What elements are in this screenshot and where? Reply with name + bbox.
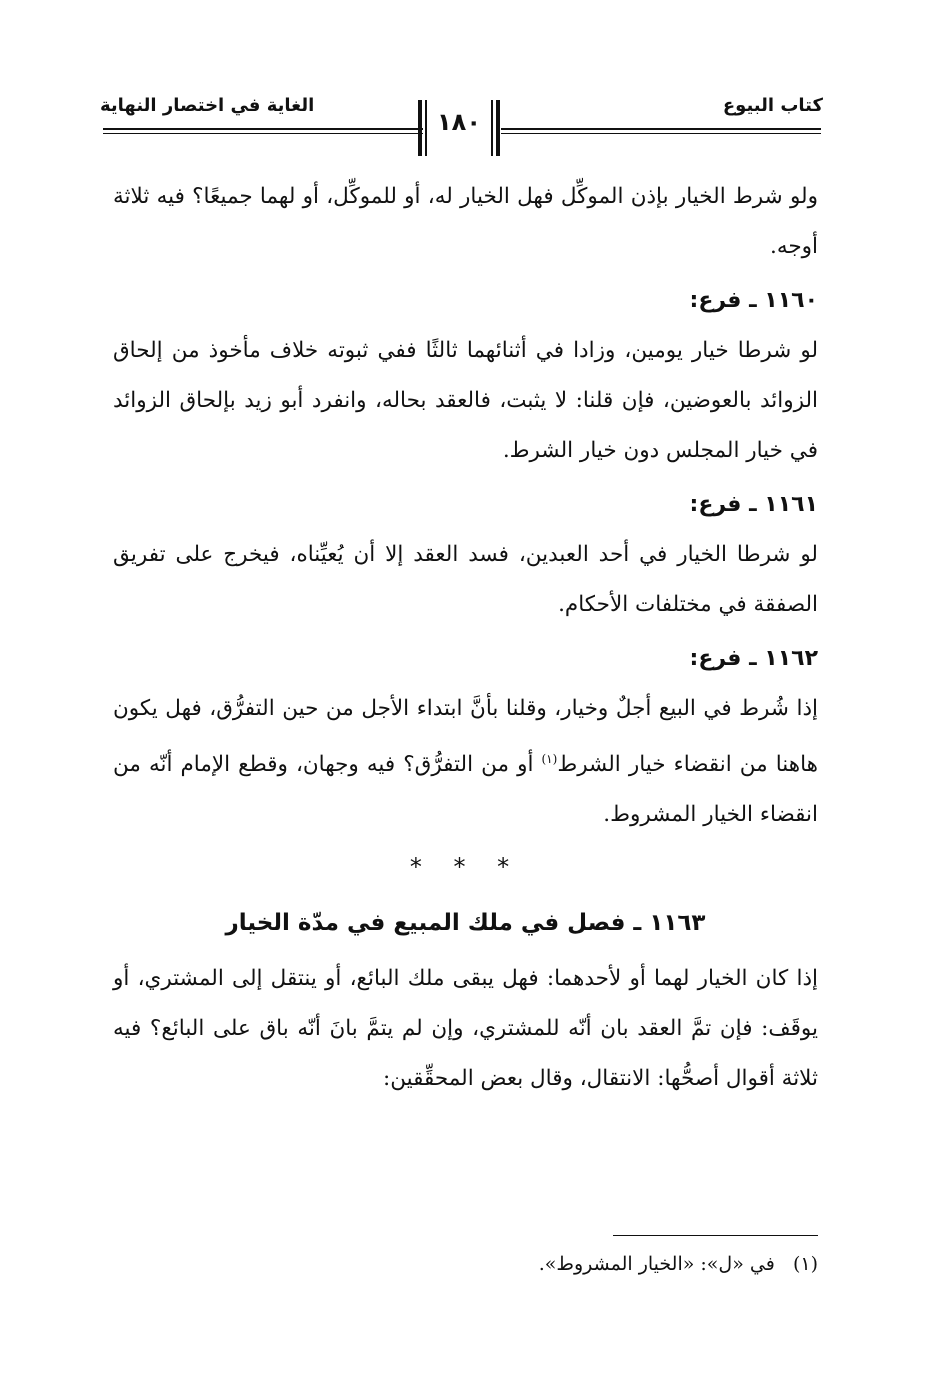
header-rule bbox=[103, 133, 423, 134]
header-rule bbox=[501, 133, 821, 134]
branch-heading: ١١٦٢ ـ فرع: bbox=[689, 646, 818, 671]
paragraph bbox=[113, 684, 818, 840]
header-rule bbox=[103, 128, 423, 130]
paragraph: إذا كان الخيار لهما أو لأحدهما: فهل يبقى ملك البائع، أو ينتقل إلى المشتري، أو يوقَف: فإن تمَّ العقد بان أنّه للمشتري، وإن لم يتمَّ بانَ أنّه باق على البائع؟ فيه ثلاثة أقوال أصحُّها: الانتقال، وقال بعض المحقِّقين: bbox=[113, 966, 818, 1092]
frame-bar bbox=[491, 100, 493, 156]
section-separator: * * * bbox=[409, 853, 522, 882]
footnote bbox=[113, 1248, 818, 1280]
page-number-frame bbox=[418, 100, 500, 156]
paragraph: ولو شرط الخيار بإذن الموكِّل فهل الخيار له، أو للموكِّل، أو لهما جميعًا؟ فيه ثلاثة أوجه. bbox=[113, 184, 818, 259]
running-header-book-title: الغاية في اختصار النهاية bbox=[100, 95, 315, 116]
frame-bar bbox=[418, 100, 422, 156]
frame-bar bbox=[496, 100, 500, 156]
section-title: ١١٦٣ ـ فصل في ملك المبيع في مدّة الخيار bbox=[225, 910, 706, 937]
page-body bbox=[113, 172, 818, 1104]
page-number: ١٨٠ bbox=[437, 108, 481, 136]
paragraph: لو شرطا الخيار في أحد العبدين، فسد العقد إلا أن يُعيِّناه، فيخرج على تفريق الصفقة في مختلفات الأحكام. bbox=[113, 542, 818, 617]
branch-heading: ١١٦١ ـ فرع: bbox=[689, 492, 818, 517]
footnote-reference[interactable]: (١) bbox=[541, 752, 558, 766]
header-rule bbox=[501, 128, 821, 130]
frame-bar bbox=[425, 100, 427, 156]
paragraph: لو شرطا خيار يومين، وزادا في أثنائهما ثالثًا ففي ثبوته خلاف مأخوذ من إلحاق الزوائد بالعوضين، فإن قلنا: لا يثبت، فالعقد بحاله، وانفرد أبو زيد بإلحاق الزوائد في خيار المجلس دون خيار الشرط. bbox=[113, 338, 818, 463]
running-header-chapter: كتاب البيوع bbox=[722, 95, 823, 116]
paragraph-part: أو من التفرُّق؟ فيه وجهان، وقطع الإمام أنّه من انقضاء الخيار المشروط. bbox=[113, 752, 818, 828]
branch-heading: ١١٦٠ ـ فرع: bbox=[689, 288, 818, 313]
footnote-marker: (١) bbox=[792, 1253, 818, 1275]
paragraph-part: إذا شُرط في البيع أجلٌ وخيار، وقلنا بأنَّ ابتداء الأجل من حين التفرُّق، فهل يكون هاهنا من انقضاء خيار الشرط bbox=[113, 696, 818, 778]
footnote-rule bbox=[613, 1235, 818, 1236]
footnote-text: في «ل»: «الخيار المشروط». bbox=[538, 1253, 775, 1275]
